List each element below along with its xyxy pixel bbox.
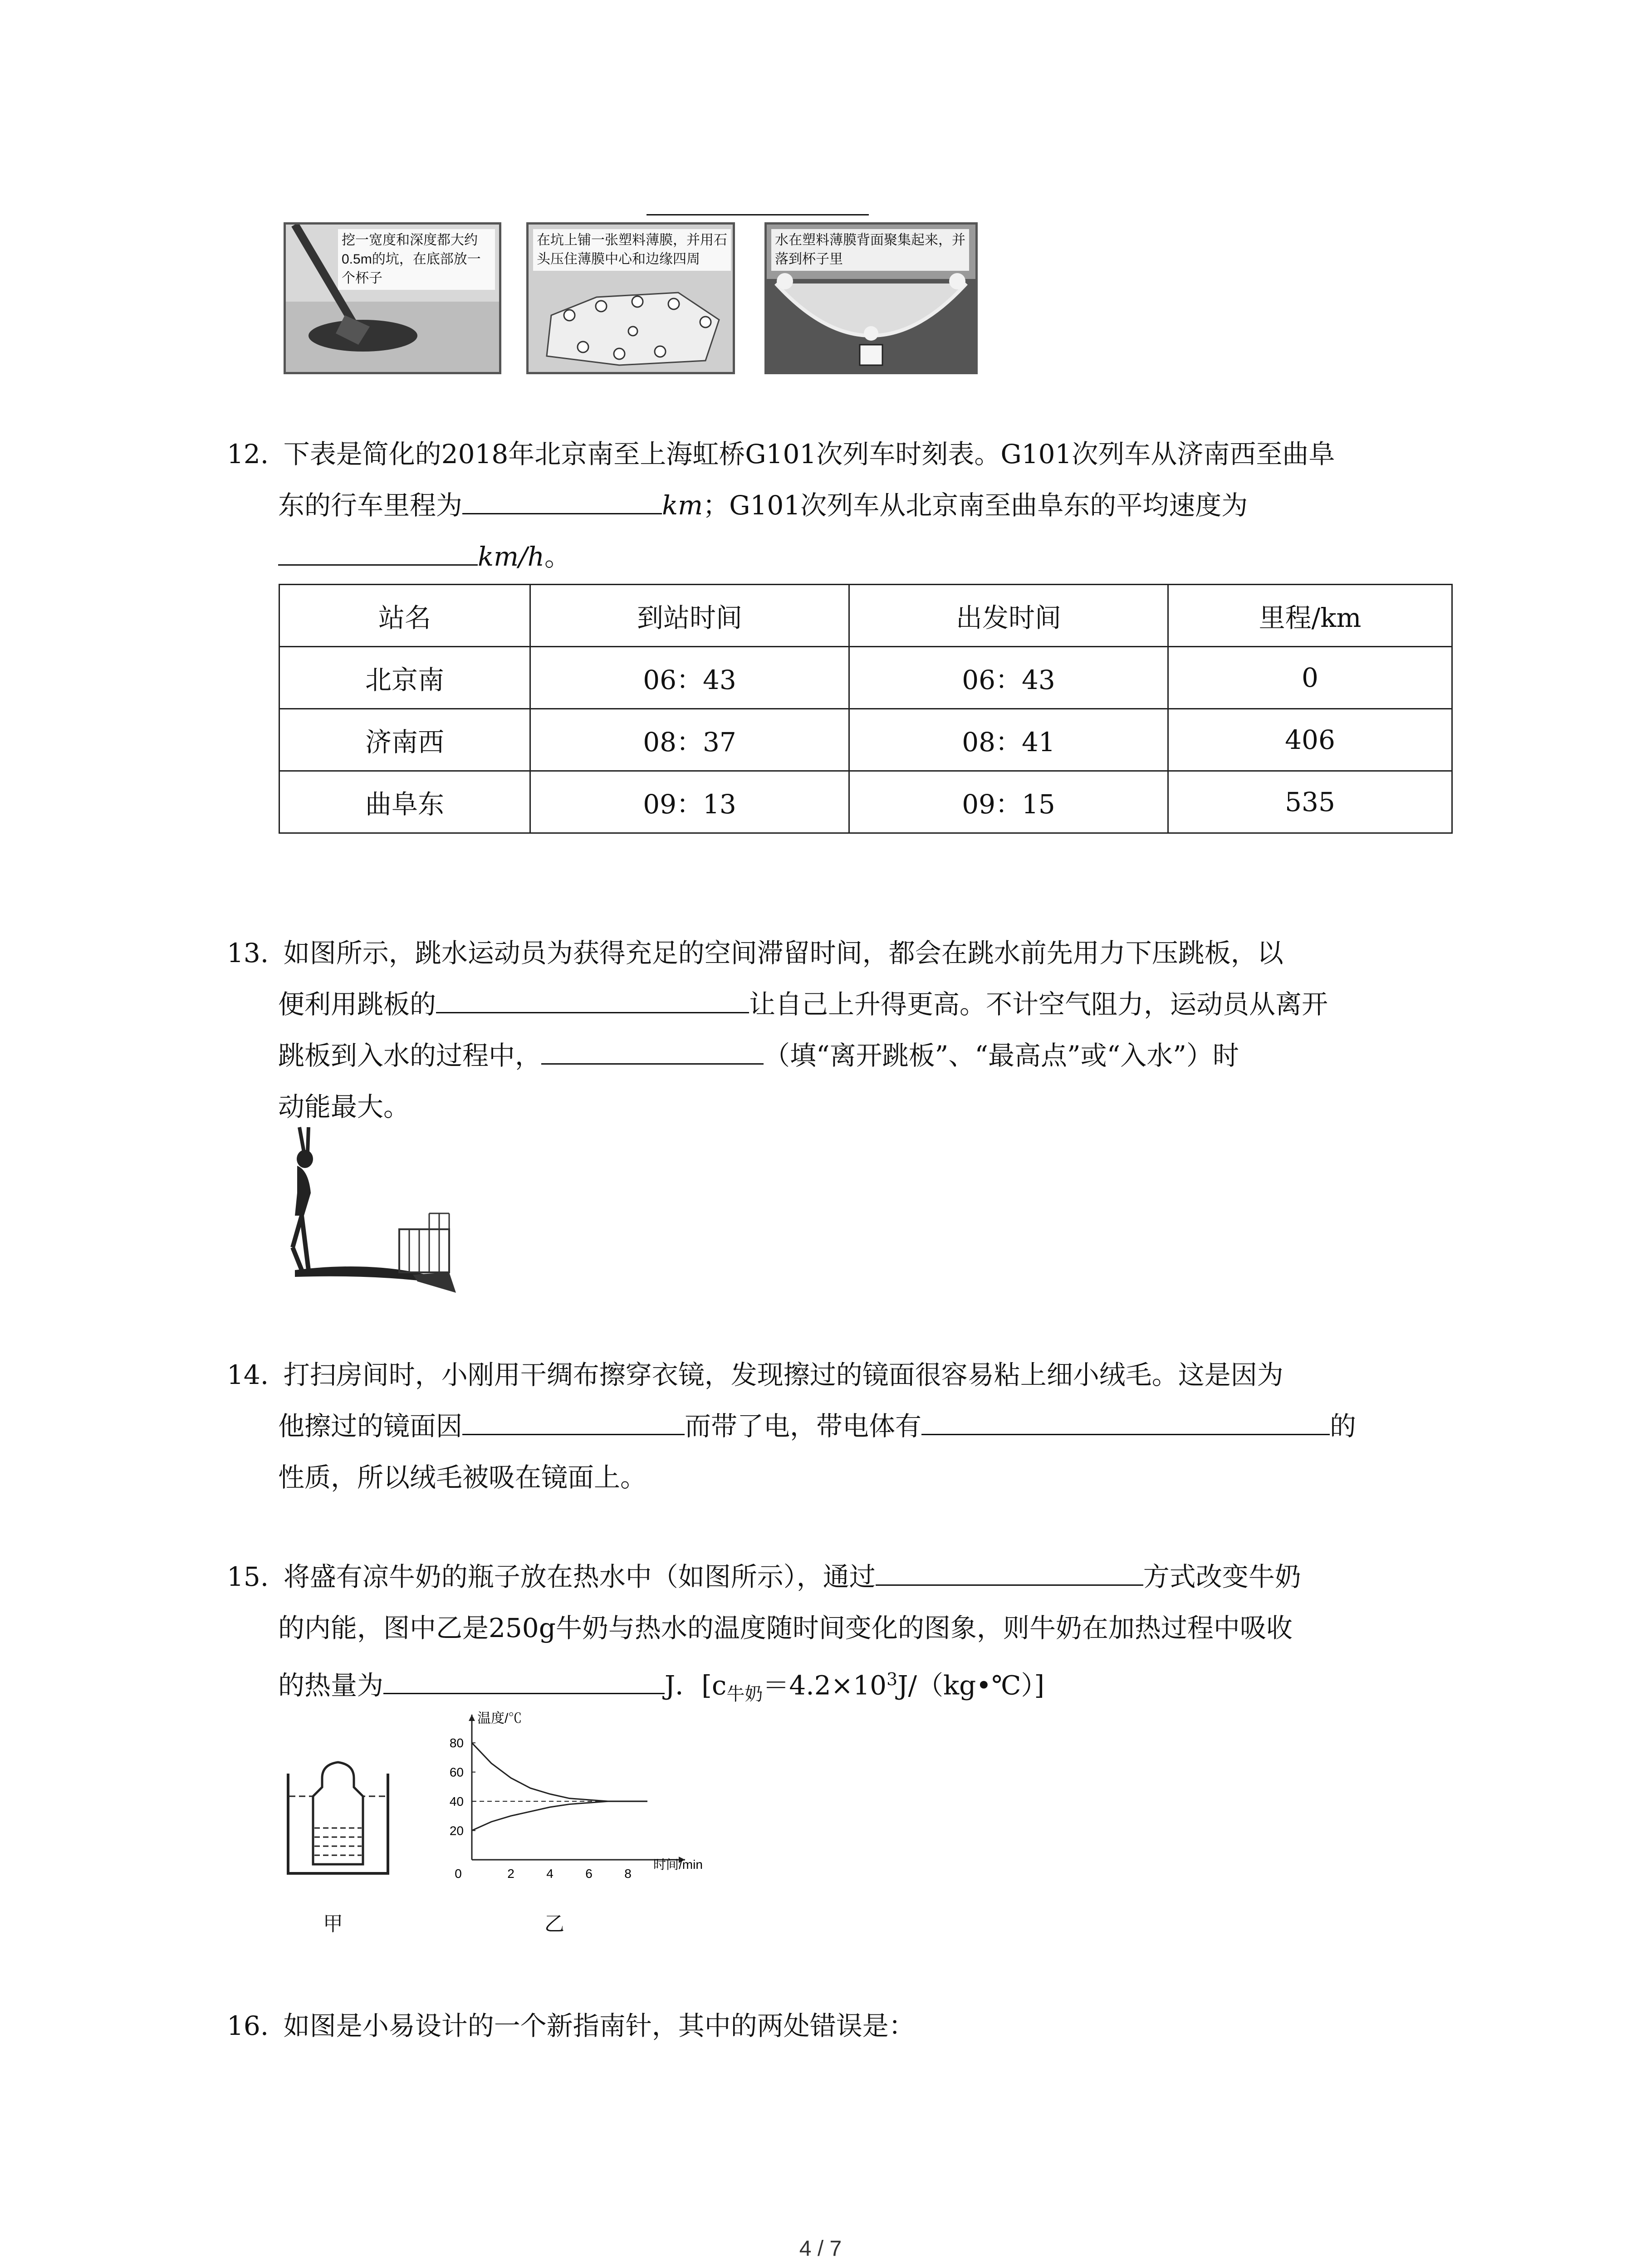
- x-tick-label: 6: [585, 1867, 593, 1881]
- q15-sub-milk: 牛奶: [726, 1683, 763, 1705]
- q13-text-3a: 跳板到入水的过程中，: [278, 1040, 542, 1071]
- x-axis-label: 时间/min: [653, 1857, 703, 1872]
- q15-line-1: [227, 1551, 1461, 1603]
- question-13: [227, 928, 1461, 1133]
- q12-text-1: 下表是简化的2018年北京南至上海虹桥G101次列车时刻表。G101次列车从济南西至曲阜: [283, 439, 1335, 469]
- q15-sup-3: 3: [887, 1669, 898, 1689]
- q13-line-1: [227, 928, 1461, 979]
- y-tick-label: 80: [449, 1736, 464, 1750]
- q15-blank-method[interactable]: [876, 1559, 1143, 1586]
- q12-line-2: [227, 480, 1461, 531]
- table-cell: 0: [1168, 647, 1452, 709]
- q14-blank-reason[interactable]: [462, 1408, 685, 1435]
- table-row: [279, 709, 1452, 771]
- table-cell: 08：41: [849, 709, 1168, 771]
- q12-blank-distance[interactable]: [462, 488, 662, 514]
- q15-text-1a: 将盛有凉牛奶的瓶子放在热水中（如图所示），通过: [283, 1561, 876, 1592]
- q12-number: 12.: [227, 439, 269, 469]
- q14-line-3: [227, 1452, 1461, 1503]
- q14-text-2c: 的: [1330, 1411, 1357, 1442]
- figure-label-jia: 甲: [323, 1913, 343, 1935]
- q14-number: 14.: [227, 1359, 269, 1390]
- q12-line-3: [227, 531, 1461, 582]
- question-16: [227, 2000, 1461, 2052]
- q16-text-1: 如图是小易设计的一个新指南针，其中的两处错误是：: [283, 2010, 915, 2041]
- table-header-row: [279, 585, 1452, 647]
- table-row: [279, 771, 1452, 833]
- table-header: 里程/km: [1168, 585, 1452, 647]
- q14-text-2a: 他擦过的镜面因: [278, 1411, 463, 1442]
- table-row: [279, 647, 1452, 709]
- x-tick-label: 2: [507, 1867, 514, 1881]
- top-blank-line: [647, 214, 869, 215]
- figure-label-yi: 乙: [544, 1913, 564, 1935]
- q15-text-3b: J．[c: [665, 1670, 727, 1701]
- figure-panel-dig: [284, 222, 501, 374]
- q14-blank-property[interactable]: [921, 1408, 1330, 1435]
- x-tick-label: 8: [624, 1867, 632, 1881]
- table-cell: 09：15: [849, 771, 1168, 833]
- q15-line-3: [227, 1654, 1461, 1720]
- q16-number: 16.: [227, 2010, 269, 2041]
- q13-line-3: [227, 1030, 1461, 1081]
- x-tick-label: 0: [455, 1867, 462, 1881]
- y-axis-label: 温度/℃: [477, 1711, 522, 1726]
- q15-text-2: 的内能，图中乙是250g牛奶与热水的温度随时间变化的图象，则牛奶在加热过程中吸收: [278, 1613, 1293, 1643]
- q12-unit-km: km: [662, 490, 703, 521]
- hot-water-curve: [472, 1743, 647, 1801]
- q12-line3-end: 。: [544, 541, 571, 572]
- q15-text-3a: 的热量为: [278, 1670, 384, 1701]
- x-tick-label: 4: [546, 1867, 554, 1881]
- table-cell: 09：13: [530, 771, 849, 833]
- question-14: [227, 1349, 1461, 1503]
- table-cell: 曲阜东: [279, 771, 530, 833]
- table-header: 出发时间: [849, 585, 1168, 647]
- table-cell: 406: [1168, 709, 1452, 771]
- q13-text-3b: （填“离开跳板”、“最高点”或“入水”）时: [764, 1040, 1239, 1071]
- y-tick-label: 20: [449, 1823, 464, 1838]
- q13-line-2: [227, 979, 1461, 1030]
- q14-line-1: [227, 1349, 1461, 1401]
- q13-text-4: 动能最大。: [278, 1091, 410, 1122]
- q15-text-1b: 方式改变牛奶: [1143, 1561, 1301, 1592]
- figure-panel-film: [526, 222, 735, 374]
- table-cell: 北京南: [279, 647, 530, 709]
- q12-text-2a: 东的行车里程为: [278, 490, 463, 521]
- q14-text-3: 性质，所以绒毛被吸在镜面上。: [278, 1462, 647, 1493]
- page-number: 4 / 7: [799, 2237, 842, 2261]
- q13-text-2a: 便利用跳板的: [278, 989, 436, 1020]
- q12-blank-speed[interactable]: [278, 539, 478, 566]
- q15-text-3c: ＝4.2×10: [763, 1670, 887, 1701]
- q13-text-1: 如图所示，跳水运动员为获得充足的空间滞留时间，都会在跳水前先用力下压跳板，以: [283, 938, 1283, 968]
- table-cell: 济南西: [279, 709, 530, 771]
- beaker-figure: [284, 1760, 392, 1878]
- q15-text-3d: J/（kg•℃）]: [897, 1670, 1045, 1701]
- q13-blank-position[interactable]: [541, 1038, 764, 1065]
- table-cell: 535: [1168, 771, 1452, 833]
- q13-blank-energy[interactable]: [436, 987, 749, 1013]
- q14-line-2: [227, 1401, 1461, 1452]
- panel2-text: 在坑上铺一张塑料薄膜，并用石头压住薄膜中心和边缘四周: [533, 229, 731, 271]
- q12-unit-kmh: km/h: [478, 541, 545, 572]
- question-12: [227, 429, 1461, 582]
- table-header: 到站时间: [530, 585, 849, 647]
- q16-line-1: [227, 2000, 1461, 2052]
- y-tick-label: 40: [449, 1794, 464, 1809]
- table-cell: 08：37: [530, 709, 849, 771]
- q15-line-2: [227, 1603, 1461, 1654]
- table-header: 站名: [279, 585, 530, 647]
- milk-curve: [472, 1801, 647, 1830]
- q13-text-2b: 让自己上升得更高。不计空气阻力，运动员从离开: [749, 989, 1328, 1020]
- question-15: [227, 1551, 1461, 1720]
- panel3-text: 水在塑料薄膜背面聚集起来，并落到杯子里: [771, 229, 969, 271]
- y-axis-arrow: [469, 1715, 475, 1721]
- q14-text-1: 打扫房间时，小刚用干绸布擦穿衣镜，发现擦过的镜面很容易粘上细小绒毛。这是因为: [283, 1359, 1283, 1390]
- figure-panel-collect: [764, 222, 978, 374]
- q14-text-2b: 而带了电，带电体有: [685, 1411, 922, 1442]
- q12-line-1: [227, 429, 1461, 480]
- table-cell: 06：43: [849, 647, 1168, 709]
- diver-figure: [277, 1125, 463, 1293]
- q12-text-2b: ；G101次列车从北京南至曲阜东的平均速度为: [703, 490, 1248, 521]
- q15-number: 15.: [227, 1561, 269, 1592]
- y-tick-label: 60: [449, 1765, 464, 1779]
- q15-blank-heat[interactable]: [383, 1667, 665, 1694]
- panel1-text: 挖一宽度和深度都大约0.5m的坑，在底部放一个杯子: [338, 229, 495, 290]
- timetable: [279, 584, 1453, 834]
- q13-number: 13.: [227, 938, 269, 968]
- temperature-chart: [431, 1710, 712, 1892]
- table-cell: 06：43: [530, 647, 849, 709]
